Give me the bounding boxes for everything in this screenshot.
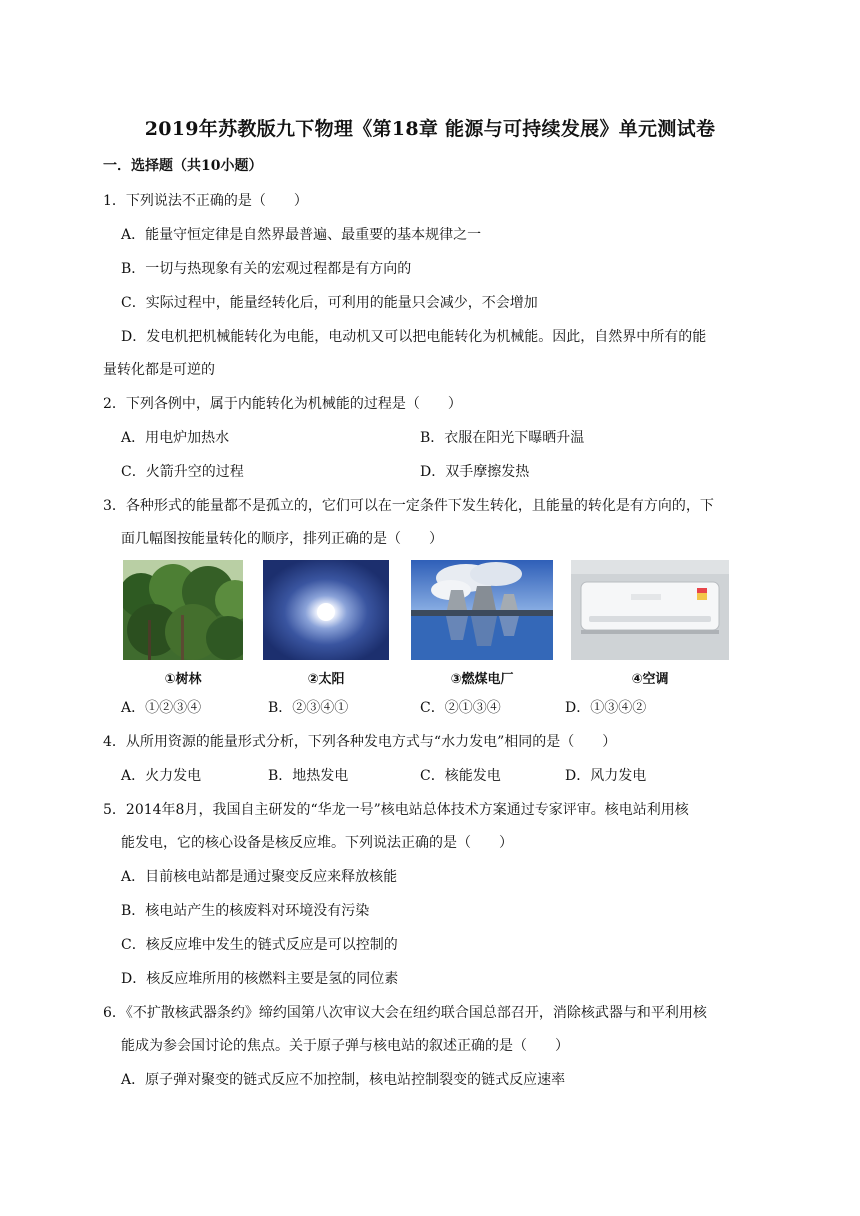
figure-caption: ①树林 [164,672,202,687]
air-conditioner-image [571,560,729,660]
sun-image [263,560,389,660]
question-4-option-d: D．风力发电 [565,768,647,784]
question-2-option-a: A．用电炉加热水 [121,430,230,446]
question-1-option-d: D．发电机把机械能转化为电能，电动机又可以把电能转化为机械能。因此，自然界中所有的能 [121,329,707,345]
question-3-stem-cont: 面几幅图按能量转化的顺序，排列正确的是（ ） [121,531,443,547]
question-2-option-d: D．双手摩擦发热 [420,464,530,480]
question-6-stem-cont: 能成为参会国讨论的焦点。关于原子弹与核电站的叙述正确的是（ ） [121,1038,569,1054]
question-3-option-c: C．②①③④ [420,700,501,716]
question-5-option-c: C．核反应堆中发生的链式反应是可以控制的 [121,937,398,953]
figure-caption: ②太阳 [307,672,345,687]
page-title: 2019年苏教版九下物理《第18章 能源与可持续发展》单元测试卷 [144,118,716,140]
question-1-stem: 1．下列说法不正确的是（ ） [103,193,308,209]
figure-caption: ④空调 [631,672,669,687]
question-4-option-b: B．地热发电 [268,768,349,784]
question-5-stem: 5．2014年8月，我国自主研发的“华龙一号”核电站总体技术方案通过专家评审。核电站利用核 [103,802,689,818]
question-1-option-a: A．能量守恒定律是自然界最普遍、最重要的基本规律之一 [121,227,482,243]
question-5-option-a: A．目前核电站都是通过聚变反应来释放核能 [121,869,398,885]
question-1-option-b: B．一切与热现象有关的宏观过程都是有方向的 [121,261,412,277]
question-2-stem: 2．下列各例中，属于内能转化为机械能的过程是（ ） [103,396,462,412]
question-4-stem: 4．从所用资源的能量形式分析，下列各种发电方式与“水力发电”相同的是（ ） [103,734,617,750]
forest-image [123,560,243,660]
question-3-option-a: A．①②③④ [121,700,202,716]
figure-caption: ③燃煤电厂 [450,672,514,687]
question-2-option-c: C．火箭升空的过程 [121,464,244,480]
question-3-stem: 3．各种形式的能量都不是孤立的，它们可以在一定条件下发生转化，且能量的转化是有方向的，下 [103,498,714,514]
question-6-option-a: A．原子弹对聚变的链式反应不加控制，核电站控制裂变的链式反应速率 [121,1072,566,1088]
question-3-option-d: D．①③④② [565,700,647,716]
question-5-option-b: B．核电站产生的核废料对环境没有污染 [121,903,370,919]
question-5-option-d: D．核反应堆所用的核燃料主要是氢的同位素 [121,971,399,987]
question-3-figures [121,560,741,690]
question-4-option-c: C．核能发电 [420,768,501,784]
question-2-option-b: B．衣服在阳光下曝晒升温 [420,430,585,446]
question-1-option-d-cont: 量转化都是可逆的 [103,362,215,378]
question-5-stem-cont: 能发电，它的核心设备是核反应堆。下列说法正确的是（ ） [121,835,513,851]
question-4-option-a: A．火力发电 [121,768,202,784]
question-6-stem: 6．《不扩散核武器条约》缔约国第八次审议大会在纽约联合国总部召开，消除核武器与和平利用核 [103,1005,707,1021]
power-plant-image [411,560,553,660]
question-3-option-b: B．②③④① [268,700,349,716]
question-1-option-c: C．实际过程中，能量经转化后，可利用的能量只会减少，不会增加 [121,295,538,311]
section-heading: 一．选择题（共10小题） [103,158,263,174]
